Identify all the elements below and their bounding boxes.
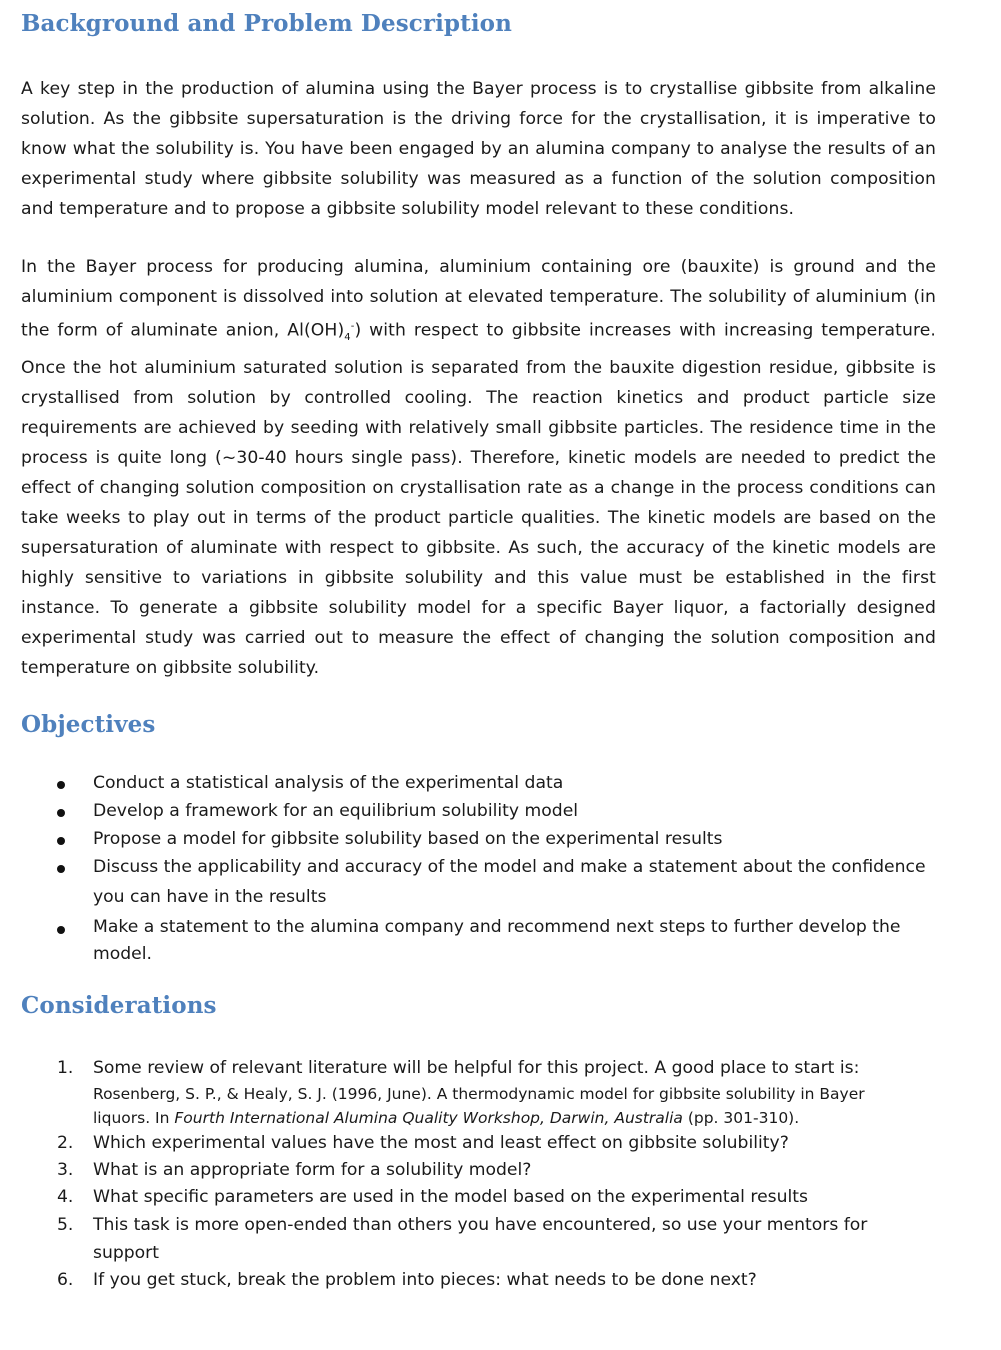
objectives-heading: Objectives	[21, 711, 156, 738]
reference-authors: Rosenberg, S. P., & Healy, S. J. (1996, June). A thermodynamic model for gibbsite solubility in Bayer liquors. In	[93, 1085, 865, 1127]
bullet-icon	[57, 781, 65, 789]
bullet-icon	[57, 926, 65, 934]
objective-item	[0, 825, 1001, 853]
para2-superscript: -	[350, 321, 355, 332]
consideration-item	[0, 1130, 1001, 1157]
consideration-text: If you get stuck, break the problem into pieces: what needs to be done next?	[93, 1270, 757, 1290]
bullet-icon	[57, 837, 65, 845]
para2-text-a: In the Bayer process for producing alumina, aluminium containing ore (bauxite) is ground and the aluminium component is dissolved into solution at elevated temperature. The solubility of aluminium (in the form of aluminate anion, Al(OH)	[21, 257, 936, 341]
objective-item	[0, 914, 1001, 968]
item-number: 4.	[57, 1187, 74, 1207]
considerations-list	[0, 1054, 1001, 1294]
objective-item	[0, 852, 1001, 912]
reference-pages: (pp. 301-310).	[682, 1109, 800, 1127]
objective-text: Propose a model for gibbsite solubility based on the experimental results	[93, 829, 723, 849]
objective-item	[0, 769, 1001, 797]
consideration-item	[0, 1267, 1001, 1294]
consideration-text: What is an appropriate form for a solubility model?	[93, 1160, 532, 1180]
item-number: 5.	[57, 1215, 74, 1235]
objective-text: Develop a framework for an equilibrium solubility model	[93, 801, 579, 821]
consideration-item	[0, 1211, 1001, 1267]
objective-text: Conduct a statistical analysis of the experimental data	[93, 773, 564, 793]
background-paragraph-2	[21, 252, 936, 683]
para2-text-b: ) with respect to gibbsite increases with increasing temperature. Once the hot aluminium saturated solution is separated from the bauxite digestion residue, gibbsite is crystallised from solution by controlled cooling. The reaction kinetics and product particle size requirements are achieved by seeding with relatively small gibbsite particles. The residence time in the process is quite long (~30-40 hours single pass). Therefore, kinetic models are needed to predict the effect of changing solution composition on crystallisation rate as a change in the process conditions can take weeks to play out in terms of the product particle qualities. The kinetic models are based on the supersaturation of aluminate with respect to gibbsite. As such, the accuracy of the kinetic models are highly sensitive to variations in gibbsite solubility and this value must be established in the first instance. To generate a gibbsite solubility model for a specific Bayer liquor, a factorially designed experimental study was carried out to measure the effect of changing the solution composition and temperature on gibbsite solubility.	[21, 320, 936, 679]
background-heading: Background and Problem Description	[21, 10, 512, 37]
item-number: 2.	[57, 1133, 74, 1153]
consideration-text: Which experimental values have the most and least effect on gibbsite solubility?	[93, 1133, 789, 1153]
literature-reference	[93, 1082, 911, 1130]
para2-subscript: 4	[344, 332, 351, 344]
consideration-text: This task is more open-ended than others you have encountered, so use your mentors for support	[93, 1215, 868, 1263]
objective-text: Discuss the applicability and accuracy of the model and make a statement about the confidence you can have in the results	[93, 857, 926, 907]
consideration-item	[0, 1184, 1001, 1211]
objective-text: Make a statement to the alumina company and recommend next steps to further develop the model.	[93, 917, 901, 964]
bullet-icon	[57, 865, 65, 873]
consideration-item	[0, 1157, 1001, 1184]
consideration-item	[0, 1054, 1001, 1130]
considerations-heading: Considerations	[21, 992, 217, 1019]
reference-venue: Fourth International Alumina Quality Workshop, Darwin, Australia	[174, 1109, 683, 1127]
item-number: 6.	[57, 1270, 74, 1290]
objective-item	[0, 797, 1001, 825]
item-number: 1.	[57, 1058, 74, 1078]
bullet-icon	[57, 809, 65, 817]
background-paragraph-1: A key step in the production of alumina using the Bayer process is to crystallise gibbsite from alkaline solution. As the gibbsite supersaturation is the driving force for the crystallisation, it is imperative to know what the solubility is. You have been engaged by an alumina company to analyse the results of an experimental study where gibbsite solubility was measured as a function of the solution composition and temperature and to propose a gibbsite solubility model relevant to these conditions.	[21, 79, 936, 219]
consideration-text: Some review of relevant literature will be helpful for this project. A good place to start is:	[93, 1058, 860, 1078]
item-number: 3.	[57, 1160, 74, 1180]
consideration-text: What specific parameters are used in the model based on the experimental results	[93, 1187, 808, 1207]
objectives-list	[0, 769, 1001, 968]
